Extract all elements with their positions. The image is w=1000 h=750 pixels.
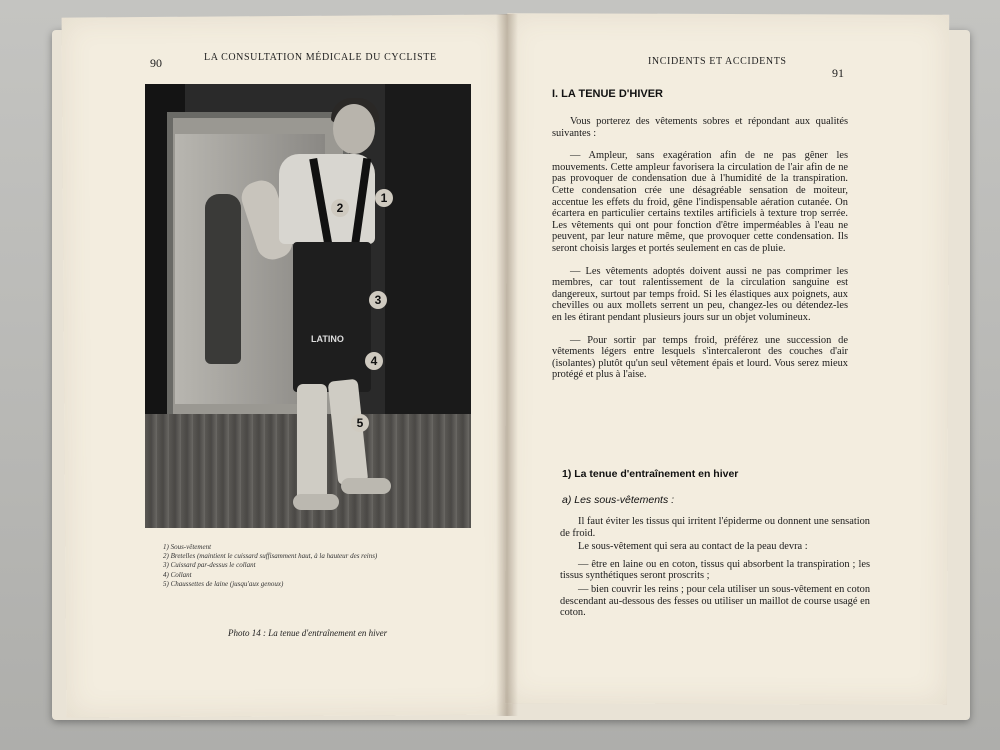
legend-item: 4) Collant bbox=[163, 570, 192, 579]
left-page-number: 90 bbox=[150, 56, 162, 70]
point-layers: — Pour sortir par temps froid, préférez une succession de vêtements légers entre lesquels s'intercaleront des couches d'air (isolantes) plutôt qu'un seul vêtement épais et lourd. Vous serez mieux protégé et plus à l'aise. bbox=[552, 334, 848, 381]
left-running-header: LA CONSULTATION MÉDICALE DU CYCLISTE bbox=[204, 52, 437, 63]
subsubsection-title: a) Les sous-vêtements : bbox=[562, 494, 675, 506]
intro-paragraph: Vous porterez des vêtements sobres et répondant aux qualités suivantes : bbox=[552, 116, 848, 139]
point-cover-kidneys: — bien couvrir les reins ; pour cela utiliser un sous-vêtement en coton descendant au-dessous des fesses ou utiliser un maillot de course usagé en coton. bbox=[560, 583, 871, 619]
wool-sock-left bbox=[297, 384, 327, 504]
right-page-body bbox=[552, 116, 848, 392]
cyclist-photo bbox=[145, 84, 471, 528]
point-compression: — Les vêtements adoptés doivent aussi ne pas comprimer les membres, car tout ralentissement de la circulation sanguine est dangereux, surtout par temps froid. Si les élastiques aux poignets, aux chevilles ou aux mollets serrent un peu, changez-les ou détendez-les en les étirant pendant plusieurs jours sur un objet volumineux. bbox=[552, 265, 848, 323]
photo-label-4: 4 bbox=[365, 352, 383, 370]
section-title: I. LA TENUE D'HIVER bbox=[552, 88, 663, 100]
subsection-title: 1) La tenue d'entraînement en hiver bbox=[562, 468, 739, 480]
mirror-reflection bbox=[205, 194, 241, 364]
photo-label-1: 1 bbox=[375, 189, 393, 207]
shorts-text: LATINO bbox=[311, 334, 344, 344]
legend-item: 5) Chaussettes de laine (jusqu'aux genoux) bbox=[163, 579, 284, 588]
avoid-fabrics-paragraph: Il faut éviter les tissus qui irritent l'épiderme ou donnent une sensation de froid. bbox=[560, 516, 870, 539]
photo-label-5: 5 bbox=[351, 414, 369, 432]
photo-label-2: 2 bbox=[331, 199, 349, 217]
right-page-number: 91 bbox=[832, 66, 844, 80]
photo-legend bbox=[163, 543, 377, 589]
legend-item: 1) Sous-vêtement bbox=[163, 543, 212, 551]
photo-caption: Photo 14 : La tenue d'entraînement en hiver bbox=[228, 628, 388, 638]
undergarments-body bbox=[560, 516, 870, 630]
book-gutter bbox=[496, 14, 518, 716]
point-wool-cotton: — être en laine ou en coton, tissus qui absorbent la transpiration ; les tissus synthétiques seront proscrits ; bbox=[560, 558, 870, 582]
legend-item: 2) Bretelles (maintient le cuissard suffisamment haut, à la hauteur des reins) bbox=[163, 552, 378, 561]
cycling-shorts bbox=[293, 242, 371, 392]
right-running-header: INCIDENTS ET ACCIDENTS bbox=[648, 56, 787, 67]
point-ampleur: — Ampleur, sans exagération afin de ne pas gêner les mouvements. Cette ampleur favorisera la circulation de l'air afin de ne pas provoquer de condensation due à l'humidité de la transpiration. Cette condensation crée une désagréable sensation de moiteur, accentue les effets du froid, gêne l'indispensable aération cutanée. On écartera en particulier certains textiles artificiels à texture trop serrée. Les vêtements qui ont pour fonction d'être imperméables à l'eau ne peuvent, par leur nature même, que provoquer cette condensation. Ils seront choisis larges et portés seulement en cas de pluie. bbox=[552, 150, 848, 254]
legend-item: 3) Cuissard par-dessus le collant bbox=[163, 561, 256, 570]
undergarment-requirements: Le sous-vêtement qui sera au contact de la peau devra : bbox=[578, 541, 808, 553]
photo-label-3: 3 bbox=[369, 291, 387, 309]
